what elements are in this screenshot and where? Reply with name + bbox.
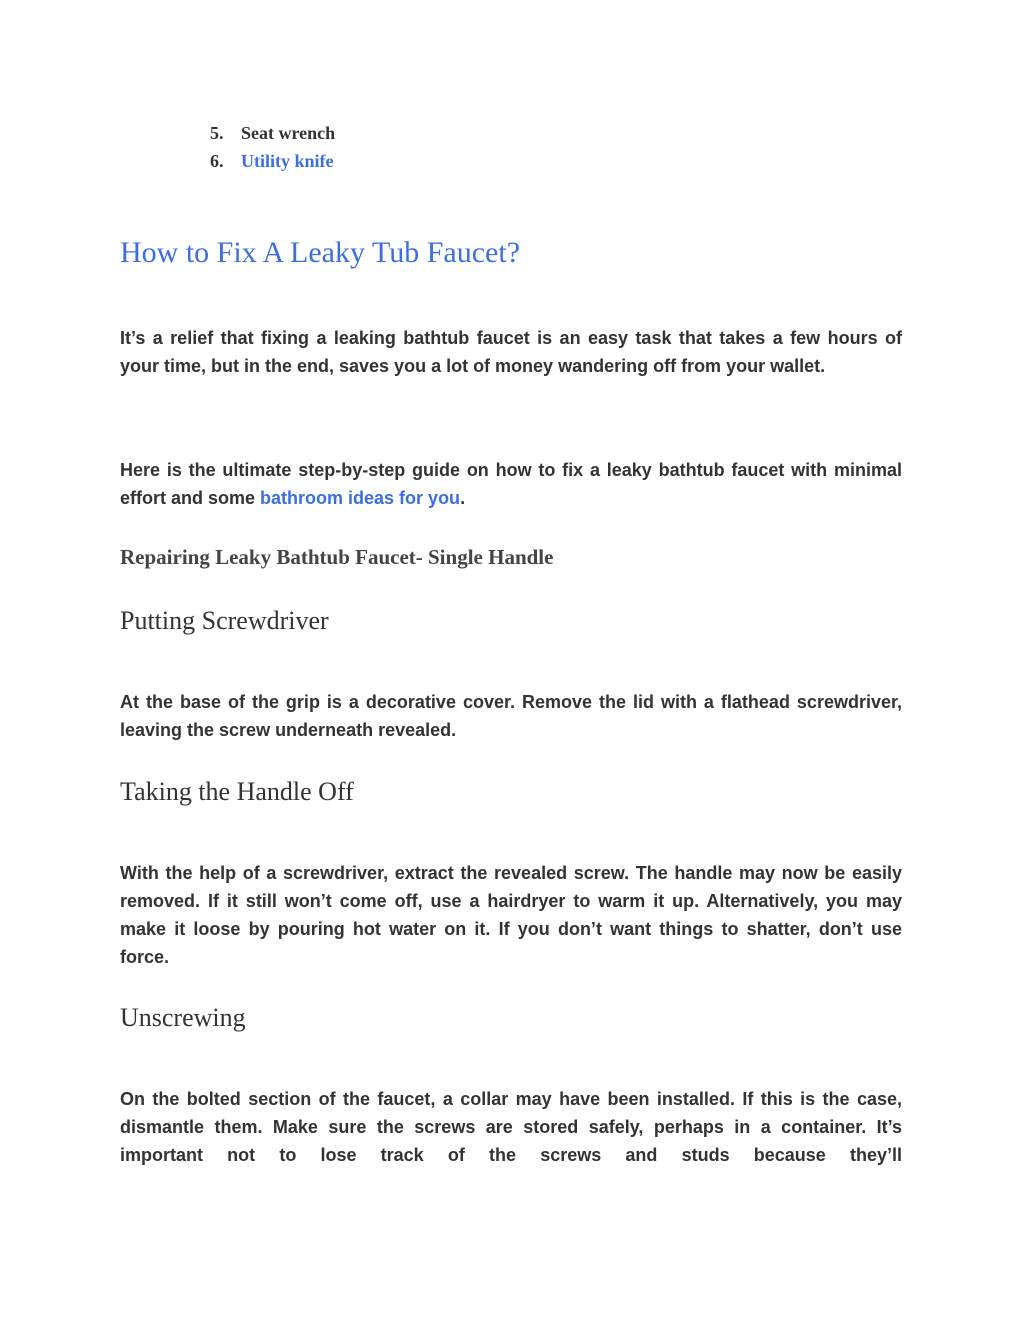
section-paragraph-taking-handle-off: With the help of a screwdriver, extract the revealed screw. The handle may now be easily removed. If it still won’t come off, use a hairdryer to warm it up. Alternatively, you may make it loose by pouring hot water on it. If you don’t want things to shatter, don’t use force. [120, 863, 902, 967]
section-heading-putting-screwdriver: Putting Screwdriver [120, 606, 329, 635]
list-item [210, 150, 335, 178]
bathroom-ideas-link[interactable]: bathroom ideas for you [260, 488, 461, 508]
section-subheading: Repairing Leaky Bathtub Faucet- Single Handle [120, 545, 554, 569]
intro-paragraph: It’s a relief that fixing a leaking bathtub faucet is an easy task that takes a few hours of your time, but in the end, saves you a lot of money wandering off from your wallet. [120, 328, 902, 376]
utility-knife-link[interactable]: Utility knife [241, 151, 334, 171]
list-item [210, 122, 335, 150]
page-title: How to Fix A Leaky Tub Faucet? [120, 236, 521, 269]
guide-period: . [460, 488, 466, 508]
tools-list [210, 122, 335, 178]
guide-paragraph [120, 456, 902, 512]
section-paragraph-putting-screwdriver: At the base of the grip is a decorative cover. Remove the lid with a flathead screwdriver, leaving the screw underneath revealed. [120, 692, 902, 740]
guide-text: Here is the ultimate step-by-step guide on how to fix a leaky bathtub faucet with minimal effort and some [120, 460, 902, 508]
section-heading-taking-handle-off: Taking the Handle Off [120, 777, 354, 806]
list-item-number: 5. [210, 123, 224, 143]
list-item-label: Seat wrench [241, 123, 336, 143]
section-paragraph-unscrewing: On the bolted section of the faucet, a collar may have been installed. If this is the case, dismantle them. Make sure the screws are stored safely, perhaps in a container. It’s important not to lose track of the screws and studs because they’ll [120, 1089, 902, 1165]
section-heading-unscrewing: Unscrewing [120, 1003, 246, 1032]
list-item-number: 6. [210, 151, 224, 171]
